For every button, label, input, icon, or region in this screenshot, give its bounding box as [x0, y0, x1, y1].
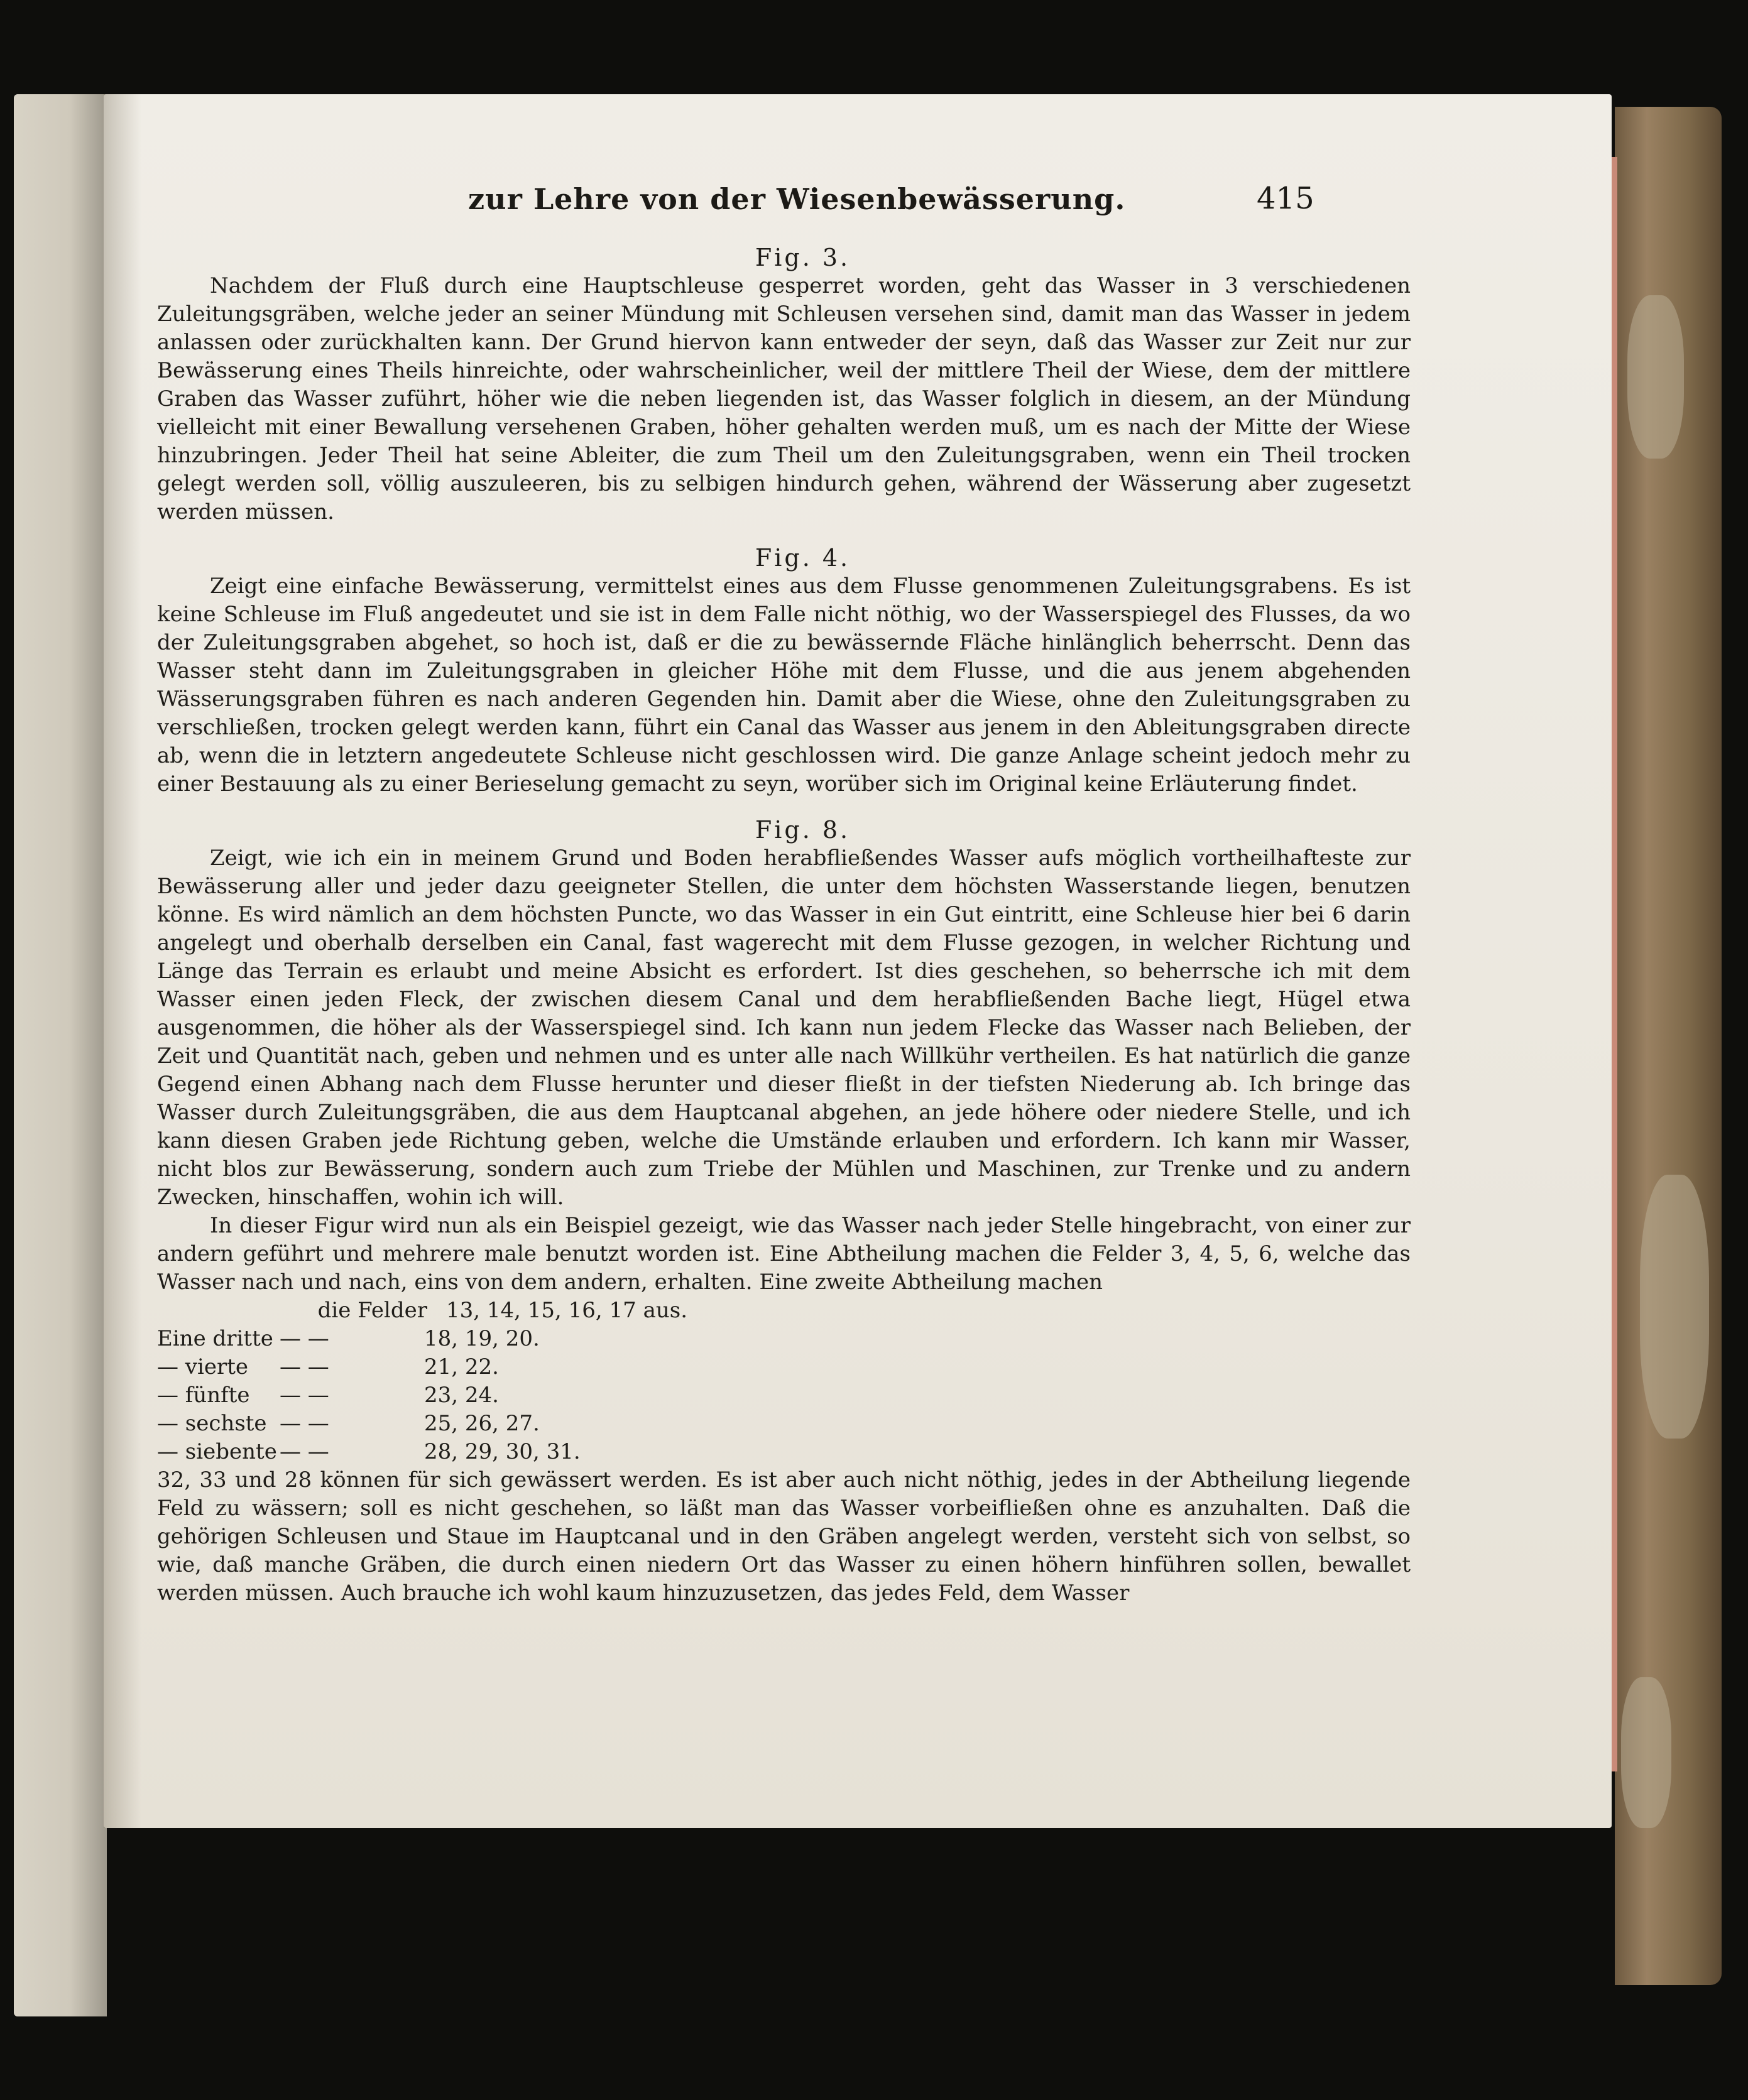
field-list-values: 13, 14, 15, 16, 17 aus.: [446, 1298, 688, 1323]
field-list-dash: — —: [280, 1411, 329, 1436]
paragraph: Zeigt eine einfache Bewässerung, vermittelst eines aus dem Flusse genommenen Zuleitungsgrabens. Es ist keine Schleuse im Fluß angedeutet und sie ist in dem Falle nicht nöthig, wo der Wasserspiegel des Flusses, da wo der Zuleitungsgraben abgehet, so hoch ist, daß er die zu bewässernde Fläche hinlänglich beherrscht. Denn das Wasser steht dann im Zuleitungsgraben in gleicher Höhe mit dem Flusse, und die aus jenem abgehenden Wässerungsgraben führen es nach anderen Gegenden hin. Damit aber die Wiese, ohne den Zuleitungsgraben zu verschließen, trocken gelegt werden kann, führt ein Canal das Wasser aus jenem in den Ableitungsgraben directe ab, wenn die in letztern angedeutete Schleuse nicht geschlossen wird. Die ganze Anlage scheint jedoch mehr zu einer Bestauung als zu einer Berieselung gemacht zu seyn, worüber sich im Original keine Erläuterung findet.: [157, 574, 1411, 797]
paragraph: 32, 33 und 28 können für sich gewässert werden. Es ist aber auch nicht nöthig, jedes in der Abtheilung liegende Feld zu wässern; soll es nicht geschehen, so läßt man das Wasser vorbeifließen ohne es anzuhalten. Daß die gehörigen Schleusen und Staue im Hauptcanal und in den Gräben angelegt werden, versteht sich von selbst, so wie, daß manche Gräben, die durch einen niedern Ort das Wasser zu einen höhern hinführen sollen, bewallet werden müssen. Auch brauche ich wohl kaum hinzuzusetzen, das jedes Feld, dem Wasser: [157, 1467, 1411, 1606]
figure-heading: Fig. 4.: [755, 544, 851, 572]
paragraph: Zeigt, wie ich ein in meinem Grund und Boden herabfließendes Wasser aufs möglich vortheilhafteste zur Bewässerung aller und jeder dazu geeigneter Stellen, die unter dem höchsten Wasserstande liegen, benutzen könne. Es wird nämlich an dem höchsten Puncte, wo das Wasser in ein Gut eintritt, eine Schleuse hier bei 6 darin angelegt und oberhalb derselben ein Canal, fast wagerecht mit dem Flusse gezogen, in welcher Richtung und Länge das Terrain es erlaubt und meine Absicht es erfordert. Ist dies geschehen, so beherrsche ich mit dem Wasser einen jeden Fleck, der zwischen diesem Canal und dem herabfließenden Bache liegt, Hügel etwa ausgenommen, die höher als der Wasserspiegel sind. Ich kann nun jedem Flecke das Wasser nach Belieben, der Zeit und Quantität nach, geben und nehmen und es unter alle nach Willkühr vertheilen. Es hat natürlich die ganze Gegend einen Abhang nach dem Flusse herunter und dieser fließt in der tiefsten Niederung ab. Ich bringe das Wasser durch Zuleitungsgräben, die aus dem Hauptcanal abgehen, an jede höhere oder niedere Stelle, und ich kann diesen Graben jede Richtung geben, welche die Umstände erlauben und erfordern. Ich kann mir Wasser, nicht blos zur Bewässerung, sondern auch zum Triebe der Mühlen und Maschinen, zur Trenke und zu andern Zwecken, hinschaffen, wohin ich will.: [157, 846, 1411, 1210]
field-list-label: — vierte: [157, 1354, 249, 1379]
field-list-label: — sechste: [157, 1411, 267, 1436]
field-list-dash: — —: [280, 1354, 329, 1379]
field-list-row: [157, 1438, 1411, 1466]
field-list-values: 23, 24.: [424, 1383, 499, 1408]
running-head: zur Lehre von der Wiesenbewässerung.: [468, 182, 1126, 216]
page-body: [157, 244, 1411, 1608]
field-list-label: Eine dritte: [157, 1326, 273, 1351]
field-list-row: [157, 1297, 1411, 1325]
figure-heading: Fig. 3.: [755, 244, 851, 271]
cover-wear: [1627, 295, 1684, 459]
paragraph: In dieser Figur wird nun als ein Beispiel gezeigt, wie das Wasser nach jeder Stelle hingebracht, von einer zur andern geführt und mehrere male benutzt worden ist. Eine Abtheilung machen die Felder 3, 4, 5, 6, welche das Wasser nach und nach, eins von dem andern, erhalten. Eine zweite Abtheilung machen: [157, 1213, 1411, 1295]
field-list-values: 21, 22.: [424, 1354, 499, 1379]
field-list: [157, 1297, 1411, 1466]
field-list-dash: die Felder: [317, 1298, 427, 1323]
field-list-row: [157, 1353, 1411, 1381]
field-list-values: 18, 19, 20.: [424, 1326, 540, 1351]
book-cover: [1615, 107, 1722, 1985]
field-list-dash: — —: [280, 1439, 329, 1464]
field-list-label: — fünfte: [157, 1383, 250, 1408]
field-list-label: — siebente: [157, 1439, 277, 1464]
figure-heading: Fig. 8.: [755, 816, 851, 844]
field-list-row: [157, 1410, 1411, 1438]
field-list-dash: — —: [280, 1326, 329, 1351]
field-list-values: 28, 29, 30, 31.: [424, 1439, 581, 1464]
cover-wear: [1621, 1677, 1671, 1828]
field-list-row: [157, 1381, 1411, 1410]
paragraph: Nachdem der Fluß durch eine Hauptschleuse gesperret worden, geht das Wasser in 3 verschiedenen Zuleitungsgräben, welche jeder an seiner Mündung mit Schleusen versehen sind, damit man das Wasser in jedem anlassen oder zurückhalten kann. Der Grund hiervon kann entweder der seyn, daß das Wasser zur Zeit nur zur Bewässerung eines Theils hinreichte, oder wahrscheinlicher, weil der mittlere Theil der Wiese, dem der mittlere Graben das Wasser zuführt, höher wie die neben liegenden ist, das Wasser folglich in diesem, an der Mündung vielleicht mit einer Bewallung versehenen Graben, höher gehalten werden muß, um es nach der Mitte der Wiese hinzubringen. Jeder Theil hat seine Ableiter, die zum Theil um den Zuleitungsgraben, wenn ein Theil trocken gelegt werden soll, völlig auszuleeren, bis zu selbigen hindurch gehen, während der Wässerung aber zugesetzt werden müssen.: [157, 273, 1411, 525]
field-list-values: 25, 26, 27.: [424, 1411, 540, 1436]
field-list-dash: — —: [280, 1383, 329, 1408]
page-number: 415: [1257, 181, 1314, 216]
left-page-edge: [14, 94, 107, 2016]
field-list-row: [157, 1325, 1411, 1353]
cover-wear: [1640, 1175, 1709, 1439]
